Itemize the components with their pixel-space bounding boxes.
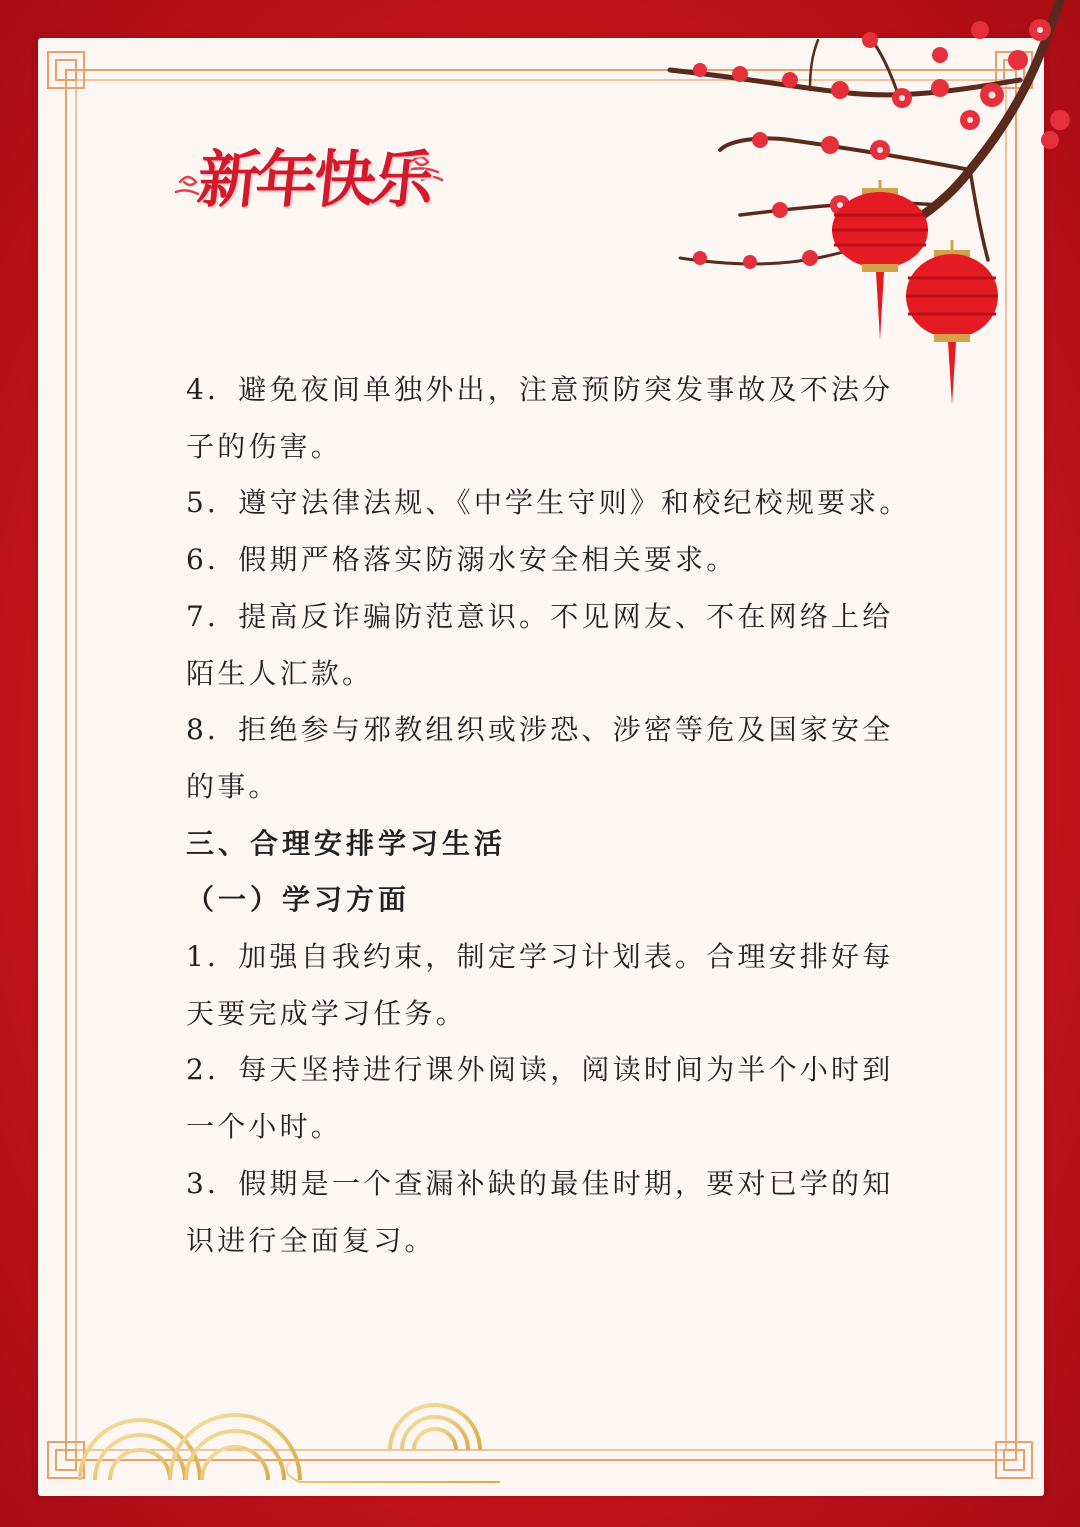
text-line: 天要完成学习任务。 <box>186 996 467 1030</box>
page-title: 新年快乐 <box>194 143 434 216</box>
text-line: 3．假期是一个查漏补缺的最佳时期，要对已学的知 <box>186 1166 894 1200</box>
text-line: 一个小时。 <box>186 1110 343 1144</box>
text-line: 6．假期严格落实防溺水安全相关要求。 <box>186 543 738 577</box>
text-line: 1．加强自我约束，制定学习计划表。合理安排好每 <box>186 940 894 974</box>
text-line: 陌生人汇款。 <box>186 656 374 690</box>
text-line: 2．每天坚持进行课外阅读，阅读时间为半个小时到 <box>186 1053 894 1087</box>
document-body <box>186 362 931 1269</box>
auspicious-cloud-icon <box>0 1370 560 1500</box>
subsection-heading: （一）学习方面 <box>186 883 411 917</box>
text-line: 4．避免夜间单独外出，注意预防突发事故及不法分 <box>186 373 894 406</box>
plum-blossom-branch-icon <box>640 0 1080 420</box>
text-line: 5．遵守法律法规、《中学生守则》和校纪校规要求。 <box>186 486 911 520</box>
section-heading: 三、合理安排学习生活 <box>186 826 507 860</box>
text-line: 识进行全面复习。 <box>186 1223 436 1257</box>
text-line: 7．提高反诈骗防范意识。不见网友、不在网络上给 <box>186 599 894 633</box>
text-line: 子的伤害。 <box>186 429 343 463</box>
text-line: 的事。 <box>186 769 280 803</box>
text-line: 8．拒绝参与邪教组织或涉恐、涉密等危及国家安全 <box>186 713 894 747</box>
